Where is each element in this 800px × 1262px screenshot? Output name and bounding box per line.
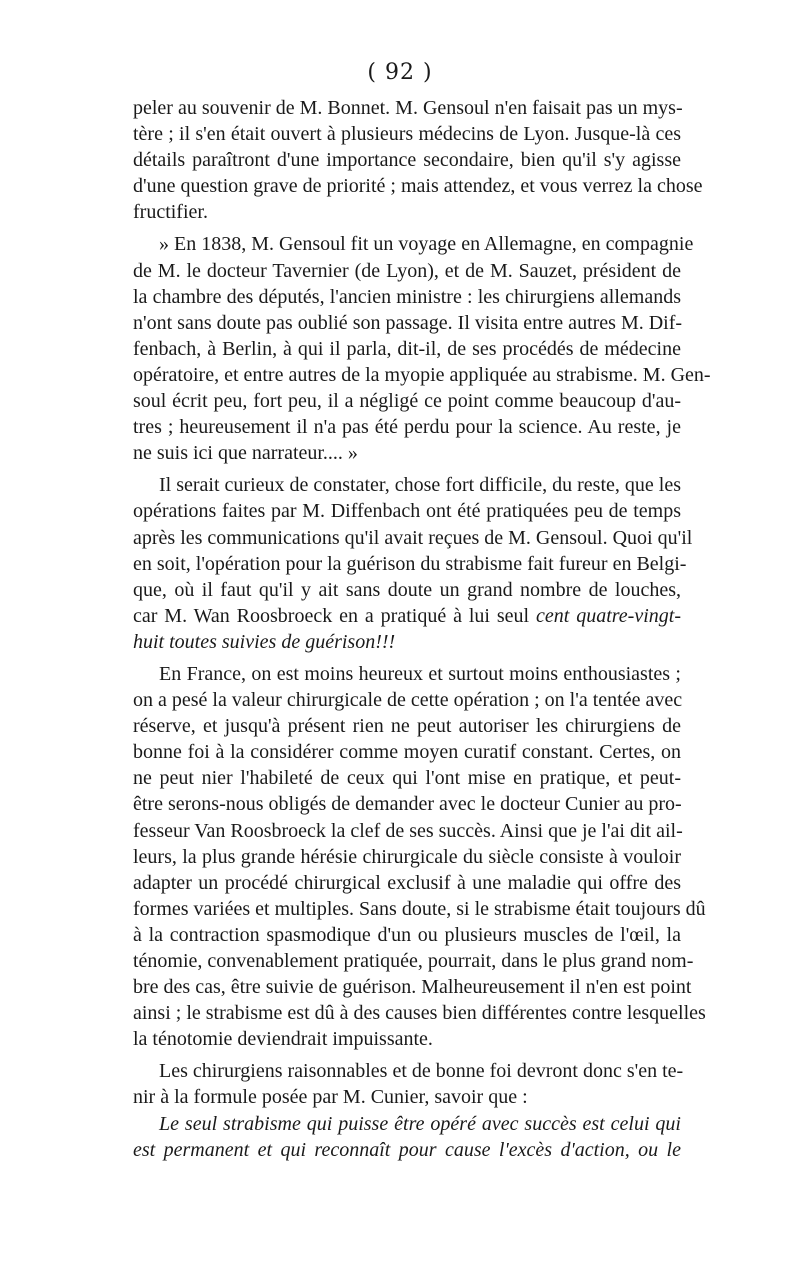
text-line: opérations faites par M. Diffenbach ont été pratiquées peu de temps [133, 500, 681, 523]
text-line: peler au souvenir de M. Bonnet. M. Gensoul n'en faisait pas un mys- [133, 97, 683, 119]
text-line: d'une question grave de priorité ; mais attendez, et vous verrez la chose [133, 175, 703, 198]
text-line: on a pesé la valeur chirurgicale de cette opération ; on l'a tentée avec [133, 689, 683, 712]
text-line: fesseur Van Roosbroeck la clef de ses succès. Ainsi que je l'ai dit ail- [133, 819, 683, 842]
text-line: réserve, et jusqu'à présent rien ne peut autoriser les chirurgiens de [133, 715, 681, 738]
text-line: bonne foi à la considérer comme moyen curatif constant. Certes, on [133, 741, 681, 764]
text-line: nir à la formule posée par M. Cunier, savoir que : [133, 1086, 528, 1109]
paragraph [133, 1058, 684, 1110]
text-line: détails paraîtront d'une importance secondaire, bien qu'il s'y agisse [133, 149, 681, 172]
text-line: ne peut nier l'habileté de ceux qui l'ont mise en pratique, et peut- [133, 767, 681, 790]
text-segment: car M. Wan Roosbroeck en a pratiqué à lui seul [133, 604, 530, 627]
text-line: leurs, la plus grande hérésie chirurgicale du siècle consiste à vouloir [133, 845, 681, 868]
text-line: après les communications qu'il avait reçues de M. Gensoul. Quoi qu'il [133, 526, 693, 549]
text-line: tres ; heureusement il n'a pas été perdu pour la science. Au reste, je [133, 416, 681, 439]
text-line: » En 1838, M. Gensoul fit un voyage en Allemagne, en compagnie [159, 233, 694, 256]
text-line: à la contraction spasmodique d'un ou plusieurs muscles de l'œil, la [133, 923, 681, 946]
text-line: huit toutes suivies de guérison!!! [133, 630, 396, 653]
paragraph [133, 661, 706, 1052]
text-line: de M. le docteur Tavernier (de Lyon), et de M. Sauzet, président de [133, 259, 681, 282]
text-line: Les chirurgiens raisonnables et de bonne foi devront donc s'en te- [159, 1060, 684, 1083]
text-line: ainsi ; le strabisme est dû à des causes bien différentes contre lesquelles [133, 1002, 706, 1025]
body-text [133, 95, 711, 1163]
text-line-with-italic [133, 603, 681, 629]
text-line: est permanent et qui reconnaît pour cause l'excès d'action, ou le [133, 1138, 681, 1161]
text-line: en soit, l'opération pour la guérison du strabisme fait fureur en Belgi- [133, 552, 687, 575]
page-number: ( 92 ) [367, 60, 433, 85]
text-line: adapter un procédé chirurgical exclusif à une maladie qui offre des [133, 871, 681, 894]
text-line: n'ont sans doute pas oublié son passage. Il visita entre autres M. Dif- [133, 311, 683, 334]
text-line: tère ; il s'en était ouvert à plusieurs médecins de Lyon. Jusque-là ces [133, 123, 681, 146]
text-line: formes variées et multiples. Sans doute, si le strabisme était toujours dû [133, 897, 706, 920]
text-line: fructifier. [133, 201, 208, 224]
text-line: la ténotomie deviendrait impuissante. [133, 1028, 433, 1051]
paragraph [133, 95, 703, 225]
text-line: soul écrit peu, fort peu, il a négligé ce point comme beaucoup d'au- [133, 390, 681, 413]
italic-paragraph [133, 1111, 681, 1163]
text-line: opératoire, et entre autres de la myopie appliquée au strabisme. M. Gen- [133, 363, 711, 386]
paragraph [133, 231, 711, 466]
text-line: la chambre des députés, l'ancien ministre : les chirurgiens allemands [133, 285, 681, 308]
text-line: que, où il faut qu'il y ait sans doute un grand nombre de louches, [133, 578, 681, 601]
text-line: Le seul strabisme qui puisse être opéré avec succès est celui qui [159, 1112, 681, 1135]
italic-segment: cent quatre-vingt- [536, 604, 681, 627]
text-line: être serons-nous obligés de demander avec le docteur Cunier au pro- [133, 793, 682, 816]
text-line: ne suis ici que narrateur.... » [133, 442, 358, 465]
text-line: Il serait curieux de constater, chose fort difficile, du reste, que les [159, 474, 681, 497]
text-line: ténomie, convenablement pratiquée, pourrait, dans le plus grand nom- [133, 950, 694, 972]
paragraph [133, 472, 693, 655]
text-line: fenbach, à Berlin, à qui il parla, dit-il, de ses procédés de médecine [133, 337, 681, 360]
text-line: En France, on est moins heureux et surtout moins enthousiastes ; [159, 662, 681, 685]
text-line: bre des cas, être suivie de guérison. Malheureusement il n'en est point [133, 976, 692, 999]
